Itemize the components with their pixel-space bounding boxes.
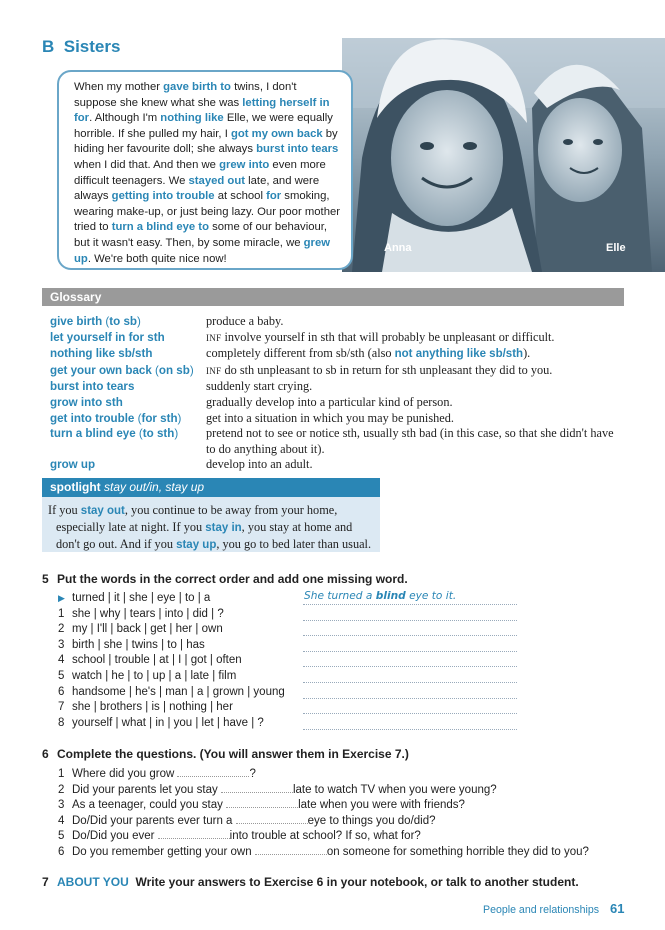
glossary-term	[50, 457, 206, 473]
ex5-item	[58, 716, 264, 732]
key-phrase: stay out	[80, 505, 125, 517]
item-number: 4	[58, 654, 65, 667]
reading-text: at school	[214, 190, 267, 203]
definition-text: involve yourself in sth that will probably be unpleasant or difficult.	[221, 329, 555, 344]
item-number: 3	[58, 799, 65, 812]
reading-text: Elle, we were equally horrible. If she pulled my hair, I	[74, 112, 333, 140]
item-words: turned | it | she | eye | to | a	[72, 592, 211, 604]
example-marker: ▶	[58, 593, 65, 603]
term-part: for sth	[141, 411, 178, 425]
item-words: handsome | he's | man | a | grown | young	[72, 685, 285, 698]
term-part: )	[177, 411, 182, 425]
item-words: she | brothers | is | nothing | her	[72, 701, 233, 714]
ex5-item	[58, 607, 224, 623]
reading-text: When my mother	[74, 81, 164, 93]
item-number: 2	[58, 783, 65, 796]
glossary-definition	[206, 395, 620, 411]
item-number: 7	[58, 701, 65, 714]
answer-gap	[255, 844, 327, 855]
key-phrase: stay up	[176, 539, 217, 551]
term-part: (	[137, 411, 142, 425]
term-part: on sb	[158, 363, 190, 377]
reading-text: by hiding her favourite doll; she always	[74, 127, 338, 156]
spotlight-line	[48, 536, 374, 553]
glossary-row	[50, 457, 620, 473]
glossary-term	[50, 411, 206, 427]
answer-line	[303, 620, 517, 621]
ex5-item	[58, 622, 223, 638]
spotlight-text: , you stay at home and	[241, 520, 353, 534]
page-number: 61	[610, 901, 625, 916]
answer-line	[303, 666, 517, 667]
glossary-term	[50, 426, 206, 457]
item-number: 8	[58, 716, 65, 729]
photo-caption-elle: Elle	[606, 242, 626, 254]
ex5-item	[58, 700, 233, 716]
question-text: late when you were with friends?	[298, 799, 465, 812]
key-phrase: burst into tears	[256, 143, 339, 156]
answer-line	[303, 651, 517, 652]
definition-text: develop into an adult.	[206, 457, 313, 472]
answer-line	[303, 713, 517, 714]
item-number: 5	[58, 670, 65, 682]
item-number: 2	[58, 623, 65, 636]
term-part: nothing like sb/sth	[50, 347, 153, 361]
key-phrase: nothing like	[160, 112, 224, 125]
reading-text: when I did that. And then we	[74, 158, 220, 171]
glossary-definition	[206, 346, 620, 363]
term-part: (	[138, 427, 143, 441]
ex6-item	[58, 813, 436, 829]
reading-text: twins, I don't suppose she knew what she was	[74, 81, 297, 109]
exercise-6-title: 6 Complete the questions. (You will answer them in Exercise 7.)	[42, 747, 409, 761]
glossary-list	[50, 314, 620, 473]
spotlight-text: If you	[48, 503, 81, 517]
answer-gap	[177, 766, 249, 777]
ex5-item	[58, 685, 285, 701]
informal-marker: INF	[206, 365, 222, 376]
section-title: B Sisters	[42, 37, 121, 56]
spotlight-header: spotlight stay out/in, stay up	[42, 478, 380, 497]
term-part: to sb	[109, 315, 137, 328]
glossary-definition	[206, 379, 620, 395]
definition-highlight: not anything like sb/sth	[394, 348, 524, 361]
question-text: Do/Did your parents ever turn a	[72, 814, 236, 827]
glossary-header: Glossary	[42, 288, 624, 306]
reading-text: smoking, wearing make-up, or just being lazy. Our poor mother tried to	[74, 190, 341, 234]
question-text: Did your parents let you stay	[72, 783, 221, 796]
reading-text: some of our behaviour, but it wasn't easy. Then, by some miracle, we	[74, 221, 328, 249]
term-part: )	[189, 363, 194, 377]
item-words: school | trouble | at | I | got | often	[72, 654, 242, 667]
question-text: late to watch TV when you were young?	[292, 783, 497, 796]
question-text: As a teenager, could you stay	[72, 799, 227, 812]
glossary-term	[50, 379, 206, 395]
item-words: watch | he | to | up | a | late | film	[72, 670, 237, 682]
definition-text: produce a baby.	[206, 314, 284, 328]
item-number: 6	[58, 846, 65, 858]
answer-line	[303, 635, 517, 636]
item-words: birth | she | twins | to | has	[72, 638, 205, 651]
definition-text: suddenly start crying.	[206, 379, 313, 394]
glossary-term	[50, 363, 206, 380]
ex6-item	[58, 844, 589, 860]
item-number: 4	[58, 814, 65, 827]
term-part: turn a blind eye	[50, 427, 139, 441]
question-text: Where did you grow	[72, 768, 178, 780]
term-part: get into trouble	[50, 411, 138, 425]
question-text: on someone for something horrible they did to you?	[326, 846, 589, 858]
key-phrase: for	[266, 190, 282, 203]
key-phrase: grew up	[74, 236, 331, 265]
ex5-item	[58, 669, 236, 685]
about-you-label: ABOUT YOU	[57, 875, 129, 889]
glossary-row	[50, 395, 620, 411]
spotlight-line	[48, 502, 374, 519]
ex6-item	[58, 782, 497, 798]
exercise-5-title: 5 Put the words in the correct order and add one missing word.	[42, 572, 408, 586]
definition-text: gradually develop into a particular kind of person.	[206, 394, 453, 409]
answer-line	[303, 604, 517, 605]
item-number: 5	[58, 830, 65, 843]
term-part: to sth	[142, 427, 175, 441]
item-words: my | I'll | back | get | her | own	[72, 623, 223, 636]
answer-gap	[226, 797, 298, 808]
glossary-row	[50, 426, 620, 457]
reading-text: . Although I'm	[89, 112, 161, 125]
question-text: Do/Did you ever	[72, 830, 158, 843]
term-part: grow into sth	[50, 395, 123, 409]
informal-marker: INF	[206, 332, 222, 343]
key-phrase: turn a blind eye to	[111, 221, 209, 234]
glossary-row	[50, 363, 620, 380]
answer-line	[303, 698, 517, 699]
question-text: into trouble at school? If so, what for?	[229, 830, 421, 843]
key-phrase: stayed out	[188, 174, 245, 187]
question-text: eye to things you do/did?	[307, 814, 436, 827]
term-part: burst into tears	[50, 380, 135, 394]
item-number: 6	[58, 685, 65, 698]
item-number: 3	[58, 638, 65, 651]
definition-text: do sth unpleasant to sb in return for sth unpleasant they did to you.	[221, 362, 553, 377]
spotlight-line	[48, 519, 374, 536]
glossary-definition	[206, 411, 620, 427]
glossary-row	[50, 411, 620, 427]
glossary-term	[50, 346, 206, 363]
glossary-term	[50, 395, 206, 411]
answer-gap	[158, 828, 230, 839]
glossary-definition	[206, 363, 620, 380]
item-words: she | why | tears | into | did | ?	[72, 607, 224, 620]
reading-text: . We're both quite nice now!	[87, 252, 227, 265]
item-number: 1	[58, 607, 65, 620]
question-text: Do you remember getting your own	[72, 846, 255, 858]
glossary-definition	[206, 457, 620, 473]
ex6-item	[58, 766, 256, 782]
glossary-term	[50, 330, 206, 347]
answer-gap	[221, 782, 293, 793]
spotlight-text: , you continue to be away from your home,	[124, 503, 338, 517]
answer-gap	[236, 813, 308, 824]
key-phrase: getting into trouble	[111, 190, 215, 203]
reading-text-box	[57, 70, 353, 270]
exercise-7-title: 7 ABOUT YOU Write your answers to Exercise 6 in your notebook, or talk to another student.	[42, 875, 579, 889]
key-phrase: got my own back	[230, 127, 323, 140]
ex5-item	[58, 653, 242, 669]
glossary-row	[50, 379, 620, 395]
sisters-photo	[342, 38, 665, 272]
question-text: ?	[249, 768, 256, 780]
spotlight-text: , you go to bed later than usual.	[216, 537, 372, 551]
term-part: )	[136, 315, 141, 328]
example-answer: She turned a blind eye to it.	[304, 590, 457, 602]
answer-line	[303, 729, 517, 730]
glossary-row	[50, 330, 620, 347]
definition-text: pretend not to see or notice sth, usually sth bad (in this case, so that she didn't have to do anything about it).	[206, 426, 614, 456]
term-part: get your own back	[50, 363, 156, 377]
glossary-definition	[206, 426, 620, 457]
glossary-row	[50, 314, 620, 330]
term-part: )	[174, 427, 179, 441]
glossary-definition	[206, 330, 620, 347]
answer-line	[303, 682, 517, 683]
photo-caption-anna: Anna	[384, 242, 412, 254]
ex5-item	[58, 591, 210, 607]
term-part: give birth	[50, 315, 106, 328]
term-part: grow up	[50, 458, 96, 472]
item-words: yourself | what | in | you | let | have | ?	[72, 716, 264, 729]
glossary-definition	[206, 314, 620, 330]
term-part: (	[155, 363, 159, 377]
key-phrase: grew into	[219, 158, 270, 171]
term-part: (	[105, 315, 110, 328]
definition-text: ).	[523, 346, 531, 361]
key-phrase: stay in	[205, 522, 242, 534]
ex5-item	[58, 638, 205, 654]
ex6-item	[58, 828, 421, 844]
item-number: 1	[58, 768, 65, 780]
glossary-row	[50, 346, 620, 363]
glossary-term	[50, 314, 206, 330]
ex6-item	[58, 797, 465, 813]
definition-text: completely different from sb/sth (also	[206, 346, 395, 361]
key-phrase: letting herself in for	[74, 96, 330, 125]
reading-text: late, and were always	[74, 174, 320, 203]
spotlight-text: don't go out. And if you	[56, 537, 177, 551]
term-part: let yourself in for sth	[50, 330, 165, 344]
spotlight-body	[42, 497, 380, 552]
spotlight-text: especially late at night. If you	[56, 520, 206, 534]
definition-text: get into a situation in which you may be punished.	[206, 410, 454, 425]
key-phrase: gave birth to	[163, 81, 231, 93]
reading-text: even more difficult teenagers. We	[74, 158, 326, 187]
footer-section-name: People and relationships	[483, 904, 600, 916]
